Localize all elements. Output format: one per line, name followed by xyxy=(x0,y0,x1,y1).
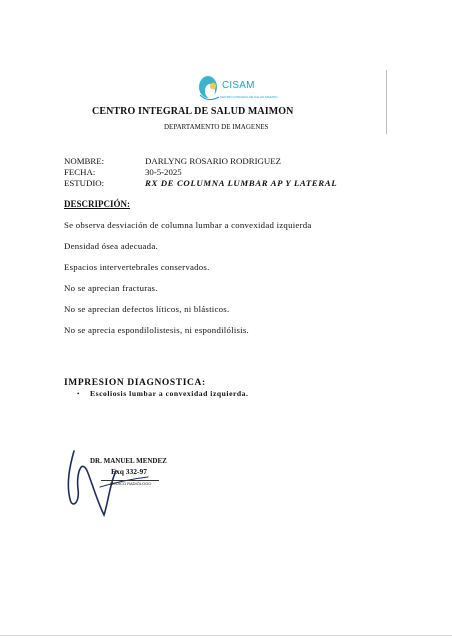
finding-item: No se aprecia espondilolistesis, ni espondilólisis. xyxy=(64,325,250,335)
page-bottom-edge xyxy=(0,635,452,636)
logo-subtext: CENTRO INTEGRAL DE SALUD MAIMON xyxy=(220,95,278,99)
study-date: 30-5-2025 xyxy=(145,167,182,177)
name-label: NOMBRE: xyxy=(64,156,105,166)
exequatur-number: Exq 332-97 xyxy=(111,467,148,476)
study-label: ESTUDIO: xyxy=(64,178,105,188)
center-name: CENTRO INTEGRAL DE SALUD MAIMON xyxy=(92,106,294,117)
department-name: DEPARTAMENTO DE IMAGENES xyxy=(164,123,269,131)
bullet-icon: • xyxy=(77,390,80,398)
doctor-role: MEDICO RADIÓLOGO xyxy=(110,481,152,486)
doctor-name: DR. MANUEL MENDEZ xyxy=(90,457,167,465)
study-name: RX DE COLUMNA LUMBAR AP Y LATERAL xyxy=(145,178,338,188)
description-title: DESCRIPCIÓN: xyxy=(64,199,131,209)
page-margin-line xyxy=(386,70,387,134)
logo-text: CISAM xyxy=(222,80,255,91)
impression-title: IMPRESION DIAGNOSTICA: xyxy=(64,378,206,388)
finding-item: Densidad ósea adecuada. xyxy=(64,241,158,251)
finding-item: No se aprecian defectos líticos, ni blásticos. xyxy=(64,304,230,314)
finding-item: Se observa desviación de columna lumbar a convexidad izquierda xyxy=(64,220,312,230)
impression-item: Escoliosis lumbar a convexidad izquierda. xyxy=(90,389,249,398)
finding-item: No se aprecian fracturas. xyxy=(64,283,158,293)
patient-name: DARLYNG ROSARIO RODRIGUEZ xyxy=(145,156,281,166)
date-label: FECHA: xyxy=(64,167,96,177)
finding-item: Espacios intervertebrales conservados. xyxy=(64,262,210,272)
